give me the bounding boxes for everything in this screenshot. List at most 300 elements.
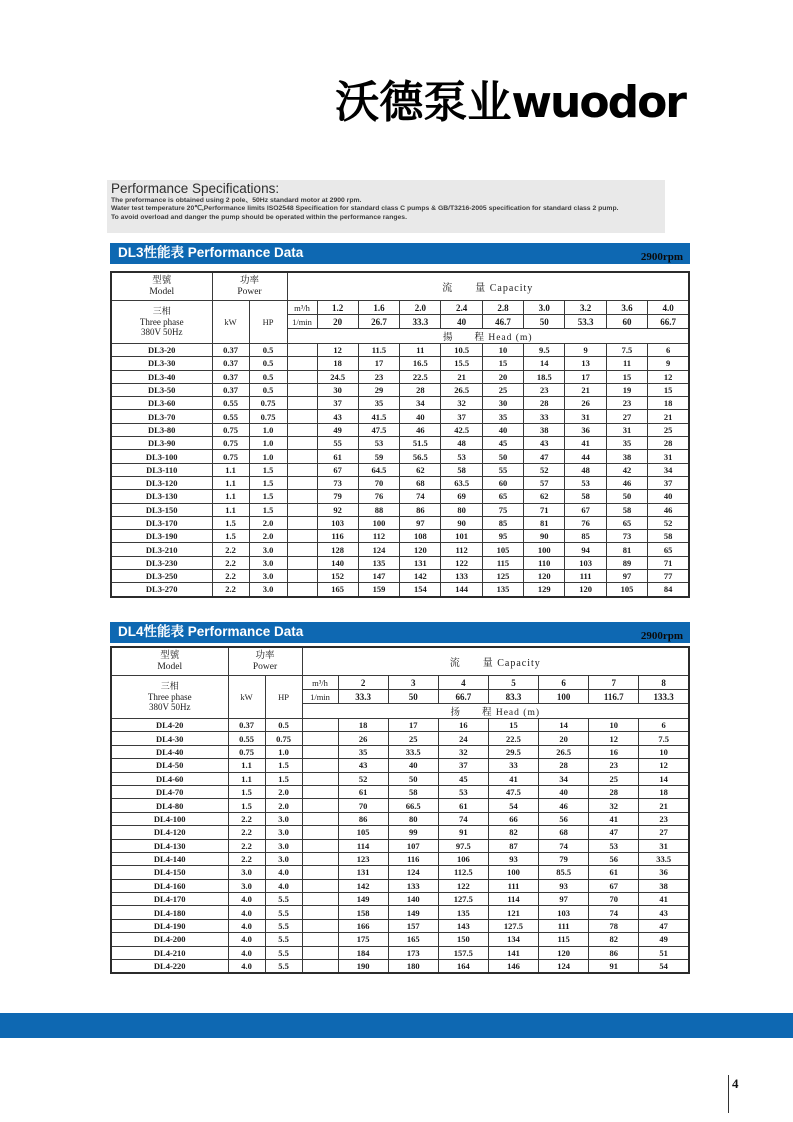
head-value-cell: 20 — [539, 732, 589, 745]
head-value-cell: 82 — [488, 826, 538, 839]
model-cell: DL4-50 — [111, 759, 228, 772]
head-value-cell: 22.5 — [488, 732, 538, 745]
head-value-cell: 125 — [482, 570, 523, 583]
kw-cell: 1.5 — [228, 799, 265, 812]
head-value-cell: 76 — [565, 516, 606, 529]
unit-spacer-cell — [302, 785, 338, 798]
head-value-cell: 78 — [589, 919, 639, 932]
head-value-cell: 41 — [488, 772, 538, 785]
flow-value-cell: 8 — [639, 676, 689, 690]
brand-logo-chinese: 沃德泵业 — [335, 77, 512, 128]
head-value-cell: 85 — [482, 516, 523, 529]
head-value-cell: 47.5 — [488, 785, 538, 798]
table-row — [111, 556, 689, 569]
head-value-cell: 11 — [400, 344, 441, 357]
head-value-cell: 66 — [488, 812, 538, 825]
table-row — [111, 410, 689, 423]
head-value-cell: 43 — [639, 906, 689, 919]
head-value-cell: 53 — [358, 437, 399, 450]
kw-cell: 0.37 — [212, 370, 249, 383]
table-row — [111, 583, 689, 597]
head-value-cell: 22.5 — [400, 370, 441, 383]
phase-line: 三相 — [160, 681, 179, 692]
head-value-cell: 33.5 — [639, 852, 689, 865]
flow-value-cell: 66.7 — [438, 690, 488, 704]
kw-cell: 0.75 — [212, 450, 249, 463]
head-value-cell: 85.5 — [539, 866, 589, 879]
head-value-cell: 103 — [565, 556, 606, 569]
flow-value-cell: 33.3 — [338, 690, 388, 704]
dl4-section-title: DL4性能表 Performance Data — [118, 624, 304, 639]
flow-value-cell: 46.7 — [482, 315, 523, 329]
head-value-cell: 53 — [441, 450, 482, 463]
head-value-cell: 95 — [482, 530, 523, 543]
kw-cell: 1.5 — [212, 516, 249, 529]
head-value-cell: 16.5 — [400, 357, 441, 370]
model-cell: DL3-170 — [111, 516, 212, 529]
hp-cell: 2.0 — [265, 799, 302, 812]
kw-cell: 2.2 — [228, 812, 265, 825]
table-row — [111, 866, 689, 879]
unit-spacer-cell — [287, 423, 317, 436]
head-value-cell: 41.5 — [358, 410, 399, 423]
head-value-cell: 70 — [358, 476, 399, 489]
head-value-cell: 67 — [317, 463, 358, 476]
model-cell: DL3-50 — [111, 383, 212, 396]
flow-value-cell: 3.6 — [606, 301, 647, 315]
table-row — [111, 745, 689, 758]
kw-cell: 0.37 — [212, 344, 249, 357]
power-header-en: Power — [237, 286, 262, 297]
head-value-cell: 15 — [488, 719, 538, 732]
head-value-cell: 74 — [589, 906, 639, 919]
head-value-cell: 173 — [388, 946, 438, 959]
hp-cell: 2.0 — [249, 530, 287, 543]
phase-line: 380V 50Hz — [140, 327, 183, 338]
head-value-cell: 86 — [400, 503, 441, 516]
head-value-cell: 59 — [358, 450, 399, 463]
power-header-cell — [228, 647, 302, 676]
model-header-cn: 型號 — [160, 650, 180, 661]
head-value-cell: 32 — [589, 799, 639, 812]
head-value-cell: 143 — [438, 919, 488, 932]
table-row — [111, 772, 689, 785]
flow-value-cell: 83.3 — [488, 690, 538, 704]
head-value-cell: 166 — [338, 919, 388, 932]
head-value-cell: 10 — [639, 745, 689, 758]
power-header-en: Power — [252, 661, 278, 672]
head-value-cell: 52 — [524, 463, 565, 476]
head-value-cell: 159 — [358, 583, 399, 597]
unit-spacer-cell — [302, 772, 338, 785]
head-value-cell: 122 — [438, 879, 488, 892]
table-row — [111, 463, 689, 476]
table-row — [111, 503, 689, 516]
head-value-cell: 62 — [524, 490, 565, 503]
flow-unit-m3h-cell: m³/h — [287, 301, 317, 315]
head-value-cell: 135 — [482, 583, 523, 597]
kw-cell: 1.5 — [228, 785, 265, 798]
hp-cell: 1.5 — [265, 759, 302, 772]
unit-spacer-cell — [302, 826, 338, 839]
head-value-cell: 33 — [524, 410, 565, 423]
hp-cell: 3.0 — [265, 826, 302, 839]
unit-spacer-cell — [302, 893, 338, 906]
head-value-cell: 73 — [317, 476, 358, 489]
head-value-cell: 32 — [441, 397, 482, 410]
hp-cell: 0.5 — [265, 719, 302, 732]
unit-spacer-cell — [302, 946, 338, 959]
head-value-cell: 120 — [400, 543, 441, 556]
head-value-cell: 103 — [539, 906, 589, 919]
kw-cell: 4.0 — [228, 906, 265, 919]
kw-cell: 1.1 — [228, 759, 265, 772]
dl4-table-body — [111, 719, 689, 974]
hp-cell: 5.5 — [265, 919, 302, 932]
head-value-cell: 97.5 — [438, 839, 488, 852]
head-value-cell: 56 — [539, 812, 589, 825]
unit-spacer-cell — [287, 437, 317, 450]
model-cell: DL4-70 — [111, 785, 228, 798]
kw-cell: 3.0 — [228, 879, 265, 892]
table-row — [111, 812, 689, 825]
model-header-cell — [111, 272, 212, 301]
model-cell: DL3-210 — [111, 543, 212, 556]
head-value-cell: 120 — [565, 583, 606, 597]
head-value-cell: 35 — [338, 745, 388, 758]
table-row — [111, 852, 689, 865]
kw-cell: 1.1 — [212, 490, 249, 503]
head-value-cell: 30 — [317, 383, 358, 396]
kw-cell: 0.37 — [212, 357, 249, 370]
model-cell: DL3-120 — [111, 476, 212, 489]
head-value-cell: 54 — [639, 960, 689, 974]
head-value-cell: 142 — [338, 879, 388, 892]
head-value-cell: 51.5 — [400, 437, 441, 450]
unit-spacer-cell — [287, 397, 317, 410]
head-value-cell: 108 — [400, 530, 441, 543]
head-value-cell: 15.5 — [441, 357, 482, 370]
head-value-cell: 75 — [482, 503, 523, 516]
head-value-cell: 120 — [539, 946, 589, 959]
head-value-cell: 150 — [438, 933, 488, 946]
table-row — [111, 933, 689, 946]
model-cell: DL3-150 — [111, 503, 212, 516]
head-value-cell: 65 — [606, 516, 647, 529]
flow-value-cell: 3.2 — [565, 301, 606, 315]
model-cell: DL3-70 — [111, 410, 212, 423]
head-value-cell: 17 — [358, 357, 399, 370]
unit-spacer-cell — [302, 879, 338, 892]
head-value-cell: 43 — [317, 410, 358, 423]
head-value-cell: 52 — [338, 772, 388, 785]
unit-spacer-cell — [287, 370, 317, 383]
head-value-cell: 18 — [648, 397, 689, 410]
flow-value-cell: 116.7 — [589, 690, 639, 704]
head-value-cell: 10.5 — [441, 344, 482, 357]
head-value-cell: 23 — [589, 759, 639, 772]
flow-value-cell: 4.0 — [648, 301, 689, 315]
head-value-cell: 28 — [400, 383, 441, 396]
head-value-cell: 28 — [539, 759, 589, 772]
head-value-cell: 24 — [438, 732, 488, 745]
unit-spacer-cell — [287, 503, 317, 516]
table-row — [111, 799, 689, 812]
head-value-cell: 40 — [648, 490, 689, 503]
head-value-cell: 12 — [317, 344, 358, 357]
head-value-cell: 103 — [317, 516, 358, 529]
head-value-cell: 116 — [317, 530, 358, 543]
table-row — [111, 530, 689, 543]
table-row — [111, 383, 689, 396]
head-value-cell: 36 — [565, 423, 606, 436]
head-value-cell: 45 — [482, 437, 523, 450]
head-label-cell: 扬 程 Head (m) — [302, 704, 689, 719]
hp-cell: 3.0 — [249, 583, 287, 597]
flow-value-cell: 53.3 — [565, 315, 606, 329]
head-value-cell: 46 — [400, 423, 441, 436]
kw-cell: 0.75 — [212, 437, 249, 450]
hp-cell: 1.0 — [249, 423, 287, 436]
flow-value-cell: 6 — [539, 676, 589, 690]
kw-cell: 1.1 — [212, 463, 249, 476]
kw-cell: 2.2 — [212, 570, 249, 583]
flow-value-cell: 100 — [539, 690, 589, 704]
model-cell: DL3-190 — [111, 530, 212, 543]
dl4-performance-table — [110, 646, 690, 974]
unit-spacer-cell — [287, 583, 317, 597]
head-value-cell: 14 — [524, 357, 565, 370]
table-row — [111, 516, 689, 529]
head-value-cell: 29 — [358, 383, 399, 396]
capacity-header-cell: 流 量 Capacity — [287, 272, 689, 301]
head-value-cell: 19 — [606, 383, 647, 396]
head-value-cell: 79 — [539, 852, 589, 865]
head-value-cell: 105 — [606, 583, 647, 597]
unit-spacer-cell — [302, 799, 338, 812]
head-value-cell: 58 — [606, 503, 647, 516]
head-value-cell: 30 — [482, 397, 523, 410]
head-value-cell: 47.5 — [358, 423, 399, 436]
head-value-cell: 41 — [589, 812, 639, 825]
head-value-cell: 28 — [648, 437, 689, 450]
hp-header-cell: HP — [249, 301, 287, 344]
dl3-section-title-bar — [110, 243, 690, 264]
head-value-cell: 38 — [606, 450, 647, 463]
model-cell: DL4-190 — [111, 919, 228, 932]
head-value-cell: 184 — [338, 946, 388, 959]
kw-cell: 4.0 — [228, 919, 265, 932]
head-value-cell: 14 — [639, 772, 689, 785]
phase-line: Three phase — [147, 691, 192, 702]
table-row — [111, 946, 689, 959]
head-value-cell: 80 — [441, 503, 482, 516]
head-value-cell: 53 — [438, 785, 488, 798]
head-value-cell: 26 — [565, 397, 606, 410]
kw-cell: 1.5 — [212, 530, 249, 543]
hp-cell: 1.0 — [249, 450, 287, 463]
head-value-cell: 68 — [539, 826, 589, 839]
head-value-cell: 128 — [317, 543, 358, 556]
head-value-cell: 53 — [565, 476, 606, 489]
head-value-cell: 70 — [338, 799, 388, 812]
table-row — [111, 490, 689, 503]
head-value-cell: 94 — [565, 543, 606, 556]
head-value-cell: 140 — [317, 556, 358, 569]
head-value-cell: 47 — [589, 826, 639, 839]
head-value-cell: 58 — [565, 490, 606, 503]
kw-cell: 3.0 — [228, 866, 265, 879]
head-value-cell: 115 — [539, 933, 589, 946]
flow-m3h-row — [111, 676, 689, 690]
kw-cell: 0.55 — [212, 410, 249, 423]
table-row — [111, 357, 689, 370]
head-value-cell: 91 — [438, 826, 488, 839]
spec-line: To avoid overload and danger the pump should be operated within the performance ranges. — [111, 213, 407, 221]
head-value-cell: 49 — [639, 933, 689, 946]
head-value-cell: 112.5 — [438, 866, 488, 879]
spec-line: Water test temperature 20℃,Performance limits ISO2548 Specification for standard class C pumps & GB/T3216-2005 specification for standard class 2 pump. — [111, 205, 619, 213]
head-value-cell: 10 — [482, 344, 523, 357]
unit-spacer-cell — [302, 919, 338, 932]
power-header-cn: 功率 — [239, 275, 259, 286]
unit-spacer-cell — [287, 543, 317, 556]
head-value-cell: 115 — [482, 556, 523, 569]
model-header-cn: 型號 — [152, 275, 172, 286]
flow-value-cell: 7 — [589, 676, 639, 690]
model-cell: DL3-60 — [111, 397, 212, 410]
kw-cell: 0.55 — [228, 732, 265, 745]
unit-spacer-cell — [287, 383, 317, 396]
head-value-cell: 31 — [648, 450, 689, 463]
head-value-cell: 116 — [388, 852, 438, 865]
hp-cell: 2.0 — [249, 516, 287, 529]
head-value-cell: 90 — [441, 516, 482, 529]
kw-cell: 4.0 — [228, 960, 265, 974]
head-value-cell: 175 — [338, 933, 388, 946]
unit-spacer-cell — [302, 906, 338, 919]
head-value-cell: 6 — [648, 344, 689, 357]
head-value-cell: 111 — [488, 879, 538, 892]
table-header-row — [111, 272, 689, 301]
head-value-cell: 40 — [539, 785, 589, 798]
head-value-cell: 93 — [539, 879, 589, 892]
model-cell: DL3-80 — [111, 423, 212, 436]
model-cell: DL3-130 — [111, 490, 212, 503]
head-value-cell: 31 — [606, 423, 647, 436]
head-value-cell: 46 — [539, 799, 589, 812]
capacity-header-cell: 流 量 Capacity — [302, 647, 689, 676]
head-value-cell: 74 — [400, 490, 441, 503]
head-value-cell: 28 — [524, 397, 565, 410]
model-cell: DL4-60 — [111, 772, 228, 785]
head-value-cell: 42.5 — [441, 423, 482, 436]
flow-unit-lmin-cell: 1/min — [287, 315, 317, 329]
head-value-cell: 88 — [358, 503, 399, 516]
model-cell: DL4-120 — [111, 826, 228, 839]
head-value-cell: 33.5 — [388, 745, 438, 758]
head-value-cell: 67 — [589, 879, 639, 892]
head-value-cell: 154 — [400, 583, 441, 597]
head-value-cell: 142 — [400, 570, 441, 583]
head-value-cell: 90 — [524, 530, 565, 543]
model-cell: DL4-20 — [111, 719, 228, 732]
table-row — [111, 893, 689, 906]
head-value-cell: 36 — [639, 866, 689, 879]
head-value-cell: 13 — [565, 357, 606, 370]
flow-value-cell: 33.3 — [400, 315, 441, 329]
head-value-cell: 35 — [358, 397, 399, 410]
head-value-cell: 61 — [338, 785, 388, 798]
head-value-cell: 38 — [524, 423, 565, 436]
kw-cell: 2.2 — [228, 839, 265, 852]
head-value-cell: 40 — [400, 410, 441, 423]
hp-cell: 1.0 — [249, 437, 287, 450]
head-value-cell: 66.5 — [388, 799, 438, 812]
model-cell: DL4-30 — [111, 732, 228, 745]
head-value-cell: 26 — [338, 732, 388, 745]
head-value-cell: 48 — [565, 463, 606, 476]
head-value-cell: 53 — [589, 839, 639, 852]
hp-cell: 0.5 — [249, 357, 287, 370]
table-header-row — [111, 647, 689, 676]
model-cell: DL4-80 — [111, 799, 228, 812]
head-value-cell: 71 — [648, 556, 689, 569]
phase-header-cell — [111, 676, 228, 719]
table-row — [111, 732, 689, 745]
table-row — [111, 839, 689, 852]
model-cell: DL3-250 — [111, 570, 212, 583]
head-value-cell: 21 — [441, 370, 482, 383]
head-value-cell: 26.5 — [539, 745, 589, 758]
head-value-cell: 34 — [648, 463, 689, 476]
page-number-block — [728, 1075, 739, 1113]
hp-cell: 5.5 — [265, 960, 302, 974]
model-header-cell — [111, 647, 228, 676]
unit-spacer-cell — [287, 556, 317, 569]
head-value-cell: 135 — [358, 556, 399, 569]
head-value-cell: 18 — [317, 357, 358, 370]
head-value-cell: 68 — [400, 476, 441, 489]
hp-cell: 3.0 — [265, 852, 302, 865]
head-value-cell: 54 — [488, 799, 538, 812]
kw-cell: 4.0 — [228, 933, 265, 946]
head-value-cell: 73 — [606, 530, 647, 543]
flow-value-cell: 2.8 — [482, 301, 523, 315]
head-value-cell: 79 — [317, 490, 358, 503]
head-value-cell: 57 — [524, 476, 565, 489]
head-value-cell: 31 — [565, 410, 606, 423]
head-value-cell: 6 — [639, 719, 689, 732]
hp-cell: 5.5 — [265, 906, 302, 919]
head-value-cell: 149 — [388, 906, 438, 919]
flow-value-cell: 50 — [524, 315, 565, 329]
hp-cell: 4.0 — [265, 866, 302, 879]
brand-logo-latin: wuodor — [511, 77, 685, 128]
head-value-cell: 61 — [317, 450, 358, 463]
hp-cell: 0.75 — [249, 397, 287, 410]
head-value-cell: 124 — [539, 960, 589, 974]
hp-cell: 1.5 — [249, 503, 287, 516]
hp-cell: 0.5 — [249, 344, 287, 357]
head-value-cell: 40 — [388, 759, 438, 772]
model-cell: DL3-270 — [111, 583, 212, 597]
head-value-cell: 106 — [438, 852, 488, 865]
head-value-cell: 37 — [441, 410, 482, 423]
hp-cell: 4.0 — [265, 879, 302, 892]
flow-value-cell: 3.0 — [524, 301, 565, 315]
model-cell: DL4-180 — [111, 906, 228, 919]
